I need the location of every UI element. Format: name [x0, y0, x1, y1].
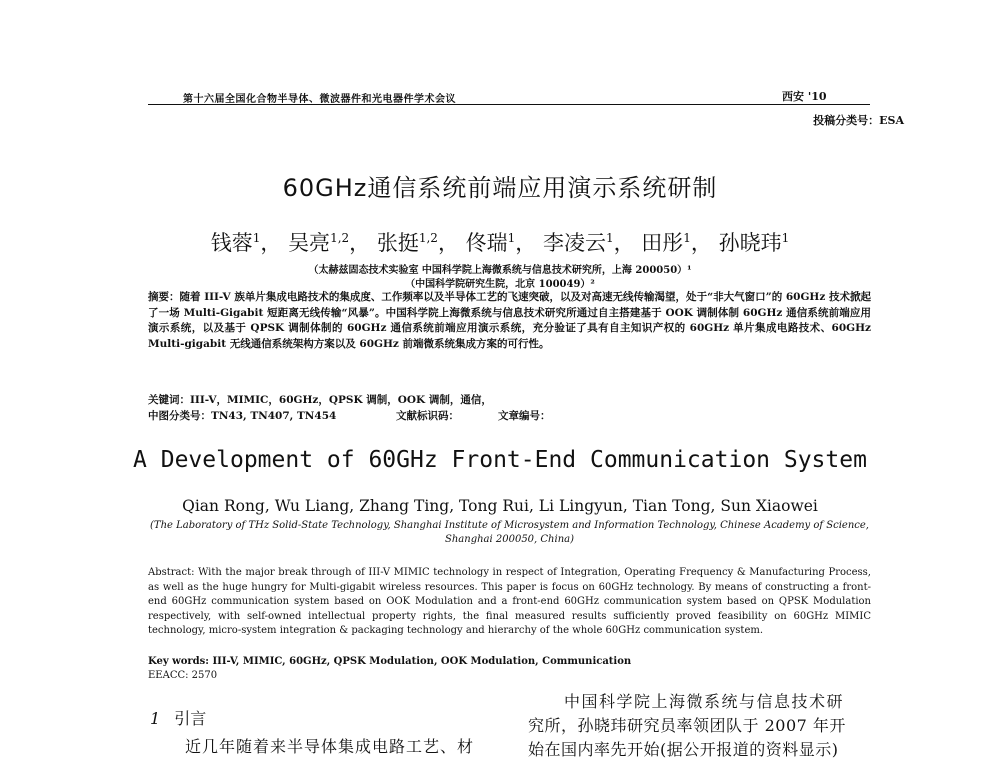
author-name: 钱蓉: [210, 231, 253, 255]
header-rule: [148, 104, 870, 105]
body-left-line: 近几年随着来半导体集成电路工艺、材: [185, 737, 475, 756]
submission-classification: 投稿分类号：ESA: [813, 114, 904, 127]
english-authors: Qian Rong, Wu Liang, Zhang Ting, Tong Rui, Li Lingyun, Tian Tong, Sun Xiaowei: [182, 497, 818, 515]
chinese-classification-line: [148, 408, 551, 423]
section-heading: [150, 706, 206, 729]
chinese-affiliation-1: （太赫兹固态技术实验室 中国科学院上海微系统与信息技术研究所，上海 200050）¹: [308, 265, 692, 276]
body-right-line: 始在国内率先开始(据公开报道的资料显示): [528, 740, 839, 759]
author-name: 佟瑞: [465, 231, 508, 255]
english-abstract: Abstract: With the major break through of III-V MIMIC technology in respect of Integration, Operating Frequency & Manufacturing Process, as well as the huge hungry for Multi-gigabit wireless resources. This paper is focus on 60GHz technology. By means of constructing a front-end 60GHz communication system based on OOK Modulation and a front-end 60GHz communication system based on QPSK Modulation respectively, with self-owned intellectual property rights, the final measured results sufficiently proved feasibility on 60GHz MIMIC technology, micro-system integration & packaging technology and hierarchy of the whole 60GHz communication system.: [148, 567, 871, 636]
body-right-column: [528, 690, 873, 762]
author-affiliation-mark: 1: [252, 231, 261, 245]
author-name: 李凌云: [542, 231, 606, 255]
author-name: 吴亮: [288, 231, 331, 255]
author-affiliation-mark: 1: [605, 231, 614, 245]
class-number: 中图分类号：TN43, TN407, TN454: [148, 410, 337, 422]
author-affiliation-mark: 1,2: [330, 231, 350, 245]
section-number: 1: [150, 709, 161, 728]
article-number: 文章编号：: [498, 410, 551, 422]
english-title: A Development of 60GHz Front-End Communication System: [133, 447, 867, 473]
body-right-line: 中国科学院上海微系统与信息技术研: [564, 692, 845, 711]
eeacc-code: EEACC: 2570: [148, 670, 218, 681]
english-keywords: Key words: III-V, MIMIC, 60GHz, QPSK Modulation, OOK Modulation, Communication: [148, 656, 632, 667]
author-affiliation-mark: 1: [507, 231, 516, 245]
author-name: 孙晓玮: [718, 231, 782, 255]
chinese-abstract: 摘要：随着 III-V 族单片集成电路技术的集成度、工作频率以及半导体工艺的飞速突破，以及对高速无线传输渴望，处于“非大气窗口”的 60GHz 技术掀起了一场 Multi-Gigabit 短距离无线传输“风暴”。中国科学院上海微系统与信息技术研究所通过自主搭建基于 OOK 调制体制 60GHz 通信系统前端应用演示系统，以及基于 QPSK 调制体制的 60GHz 通信系统前端应用演示系统，充分验证了具有自主知识产权的 60GHz 单片集成电路技术、60GHz Multi-gigabit 无线通信系统架构方案以及 60GHz 前端微系统集成方案的可行性。: [148, 291, 871, 350]
chinese-title: 60GHz通信系统前端应用演示系统研制: [282, 174, 718, 202]
author-name: 田彤: [641, 231, 684, 255]
body-right-line: 究所，孙晓玮研究员率领团队于 2007 年开: [528, 716, 846, 735]
document-code: 文献标识码：: [396, 410, 459, 422]
author-name: 张挺: [376, 231, 419, 255]
author-affiliation-mark: 1,2: [418, 231, 438, 245]
venue-year: 西安 '10: [782, 90, 827, 103]
chinese-affiliation-2: （中国科学院研究生院，北京 100049）²: [405, 279, 595, 290]
chinese-keywords: 关键词：III-V，MIMIC，60GHz，QPSK 调制，OOK 调制，通信，: [148, 394, 492, 406]
english-affiliation: (The Laboratory of THz Solid-State Technology, Shanghai Institute of Microsystem and Information Technology, Chinese Academy of Science, Shanghai 200050, China): [150, 520, 869, 545]
chinese-authors: 钱蓉$^1$， 吴亮$^{1,2}$， 张挺$^{1,2}$， 佟瑞$^1$， 李凌云$^1$， 田彤$^1$， 孙晓玮$^1$: [210, 231, 790, 255]
conference-header: 第十六届全国化合物半导体、微波器件和光电器件学术会议: [183, 94, 456, 105]
author-affiliation-mark: 1: [683, 231, 691, 245]
author-affiliation-mark: 1: [781, 231, 790, 245]
section-title: 引言: [174, 709, 207, 728]
